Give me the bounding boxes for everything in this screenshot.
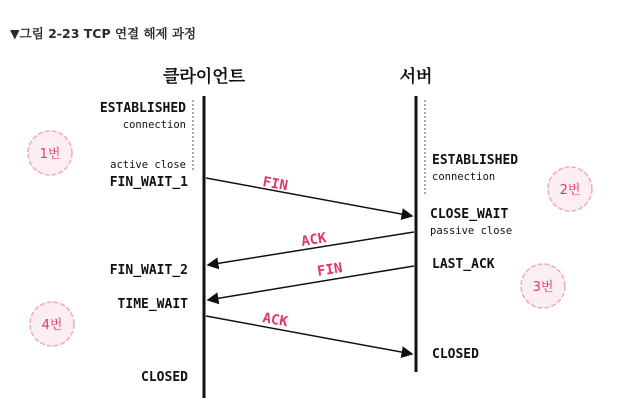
fin-arrow-2 <box>208 266 414 300</box>
fin-label-2: FIN <box>316 260 344 280</box>
step-1-text: 1번 <box>39 147 61 162</box>
server-state-last-ack: LAST_ACK <box>432 257 495 272</box>
step-4-badge <box>30 302 74 346</box>
server-state-closed: CLOSED <box>432 347 479 362</box>
server-connection-label: connection <box>432 171 496 183</box>
ack-label-2: ACK <box>261 310 289 331</box>
ack-label-1: ACK <box>300 230 328 250</box>
ack-arrow-2 <box>206 316 412 354</box>
step-4-text: 4번 <box>41 318 63 333</box>
step-2-badge <box>548 167 592 211</box>
server-passive-close-label: passive close <box>430 225 513 237</box>
client-state-time-wait: TIME_WAIT <box>117 297 188 312</box>
server-title: 서버 <box>399 67 433 87</box>
client-state-closed: CLOSED <box>141 370 188 385</box>
step-1-badge <box>28 131 72 175</box>
client-state-fin-wait-2: FIN_WAIT_2 <box>109 263 188 278</box>
fin-arrow-1 <box>206 178 412 216</box>
step-2-text: 2번 <box>559 183 581 198</box>
server-state-established: ESTABLISHED <box>432 153 519 168</box>
client-state-fin-wait-1: FIN_WAIT_1 <box>109 175 188 190</box>
client-active-close-label: active close <box>110 159 186 171</box>
client-connection-label: connection <box>122 119 186 131</box>
fin-label-1: FIN <box>261 174 289 195</box>
client-state-established: ESTABLISHED <box>99 101 186 116</box>
figure-caption: ▼그림 2-23 TCP 연결 해제 과정 <box>10 26 197 41</box>
client-title: 클라이언트 <box>162 67 246 87</box>
server-state-close-wait: CLOSE_WAIT <box>430 207 509 222</box>
step-3-text: 3번 <box>532 280 554 295</box>
step-3-badge <box>521 264 565 308</box>
